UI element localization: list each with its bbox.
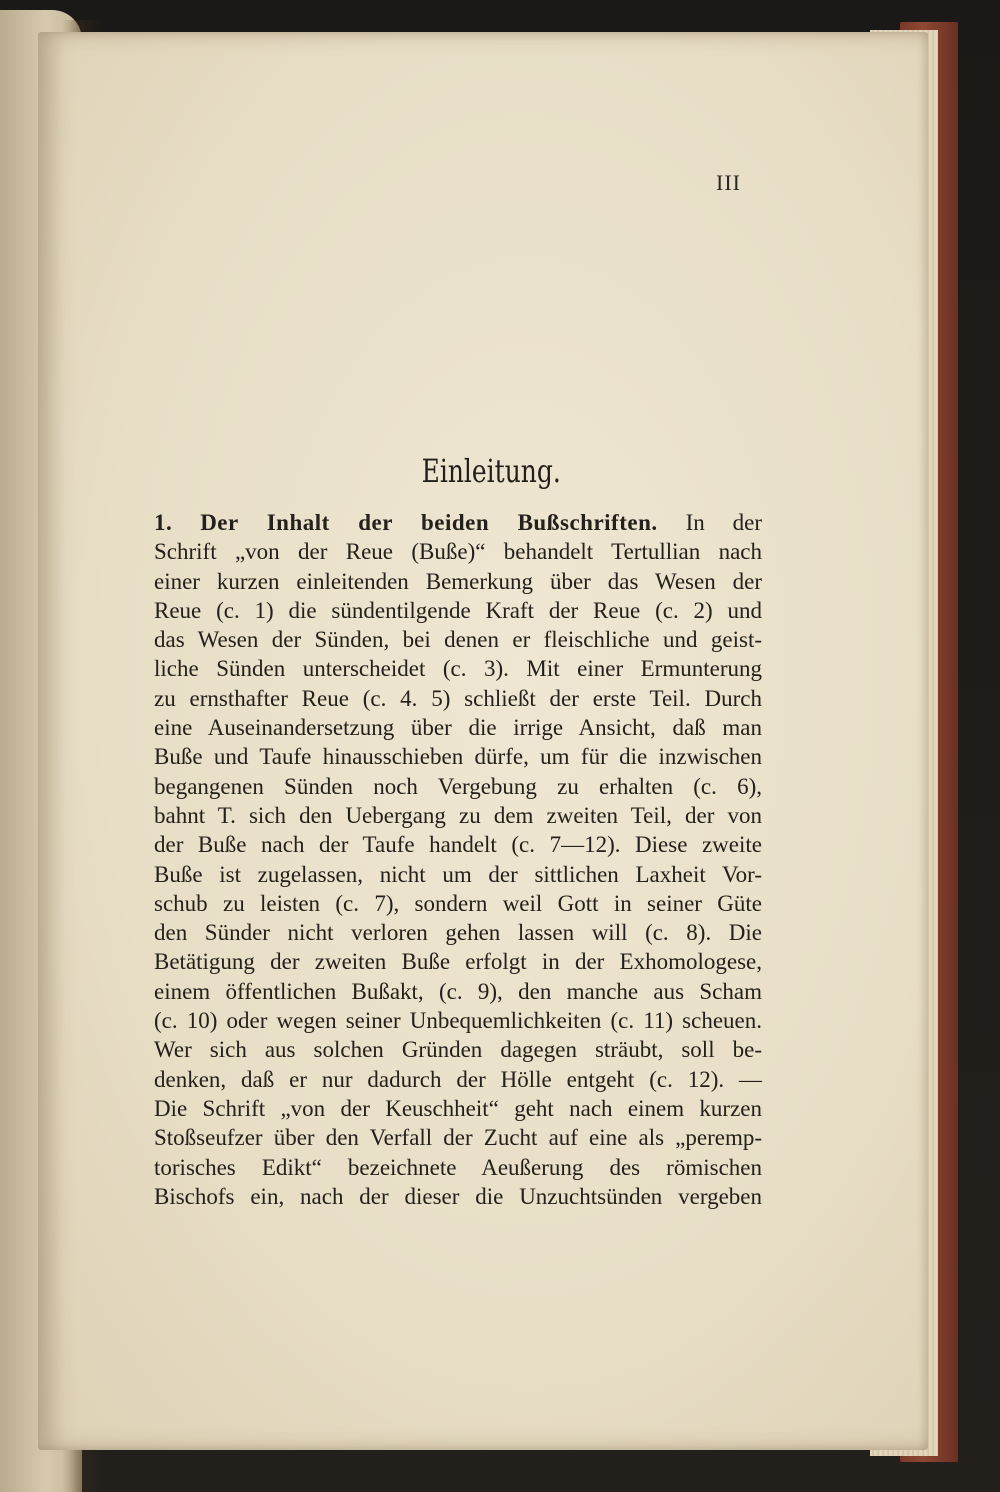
text-line: Bischofs ein, nach der dieser die Unzuchtsünden vergeben: [154, 1183, 762, 1209]
text-line: Wer sich aus solchen Gründen dagegen sträubt, soll be-: [154, 1037, 762, 1063]
text-line: bahnt T. sich den Uebergang zu dem zweiten Teil, der von: [154, 802, 762, 828]
text-line: Stoßseufzer über den Verfall der Zucht auf eine als „peremp-: [154, 1125, 762, 1151]
text-line: Betätigung der zweiten Buße erfolgt in der Exhomologese,: [154, 949, 762, 975]
text-line: zu ernsthafter Reue (c. 4. 5) schließt der erste Teil. Durch: [154, 685, 762, 711]
text-line: Schrift „von der Reue (Buße)“ behandelt Tertullian nach: [154, 539, 762, 565]
text-line: denken, daß er nur dadurch der Hölle entgeht (c. 12). —: [154, 1066, 762, 1092]
text-line: Buße ist zugelassen, nicht um der sittlichen Laxheit Vor-: [154, 861, 762, 887]
text-line: begangenen Sünden noch Vergebung zu erhalten (c. 6),: [154, 773, 762, 799]
text-line: schub zu leisten (c. 7), sondern weil Gott in seiner Güte: [154, 890, 762, 916]
text-line: das Wesen der Sünden, bei denen er fleischliche und geist-: [154, 627, 762, 653]
text-line: (c. 10) oder wegen seiner Unbequemlichkeiten (c. 11) scheuen.: [154, 1008, 762, 1034]
chapter-title: Einleitung.: [421, 452, 561, 490]
text-line: einem öffentlichen Bußakt, (c. 9), den manche aus Scham: [154, 978, 762, 1004]
text-line: [154, 508, 762, 537]
section-heading: Der Inhalt der beiden Bußschriften.: [200, 510, 658, 535]
text-line-fragment: In der: [685, 510, 763, 535]
page-number: III: [716, 170, 741, 195]
text-line: eine Auseinandersetzung über die irrige Ansicht, daß man: [154, 715, 762, 741]
text-line: der Buße nach der Taufe handelt (c. 7—12). Diese zweite: [154, 832, 762, 858]
text-line: torisches Edikt“ bezeichnete Aeußerung des römischen: [154, 1154, 762, 1180]
body-text: [154, 508, 762, 1211]
text-line: Die Schrift „von der Keuschheit“ geht nach einem kurzen: [154, 1095, 762, 1121]
text-line: den Sünder nicht verloren gehen lassen will (c. 8). Die: [154, 920, 762, 946]
section-number: 1.: [154, 510, 173, 535]
text-line: einer kurzen einleitenden Bemerkung über das Wesen der: [154, 568, 762, 594]
text-line: Reue (c. 1) die sündentilgende Kraft der Reue (c. 2) und: [154, 597, 762, 623]
text-line: liche Sünden unterscheidet (c. 3). Mit einer Ermunterung: [154, 656, 762, 682]
text-line: Buße und Taufe hinausschieben dürfe, um für die inzwischen: [154, 744, 762, 770]
